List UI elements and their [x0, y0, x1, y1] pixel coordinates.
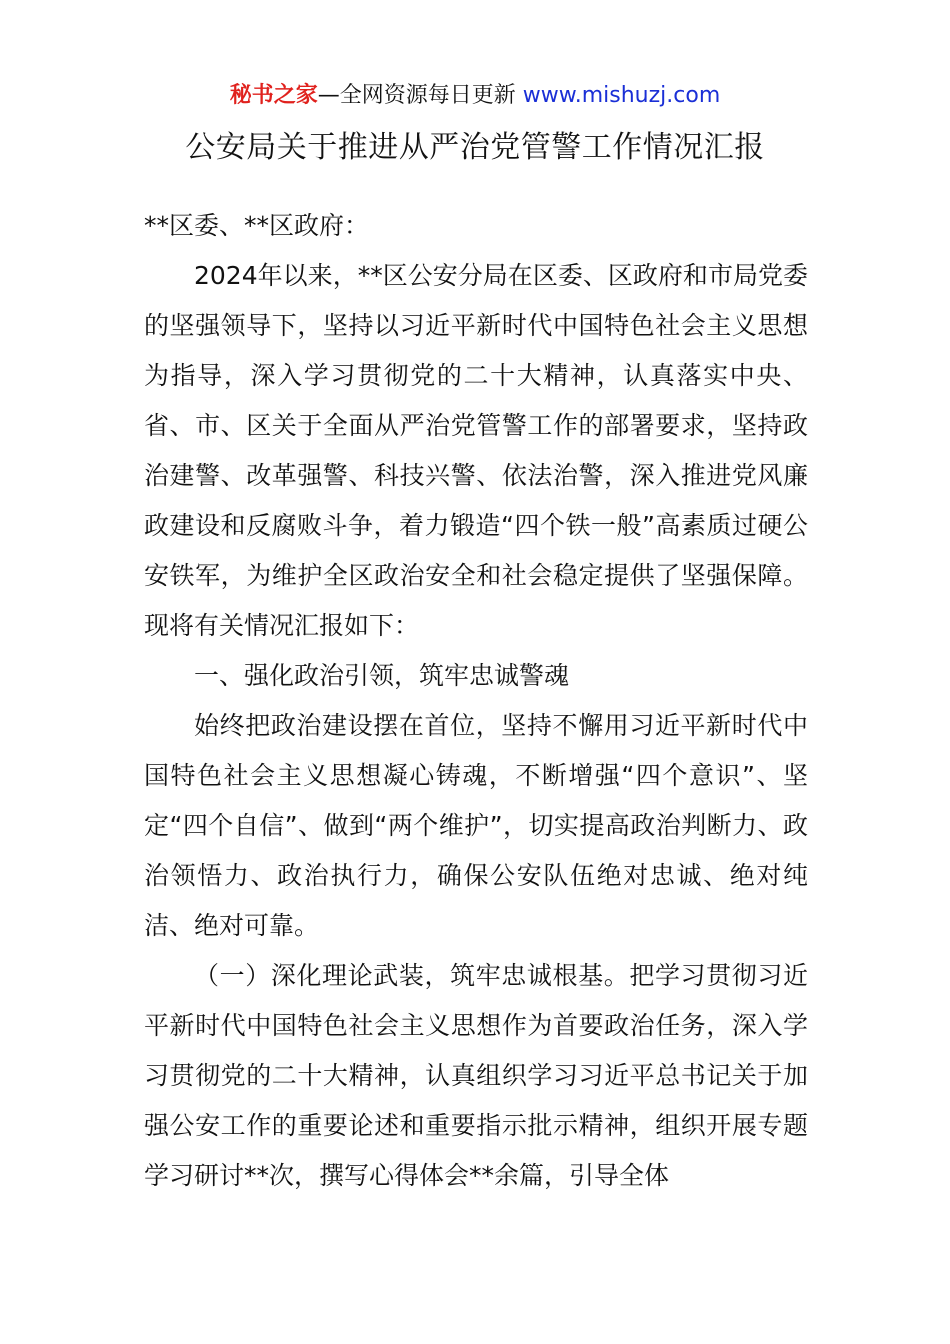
- document-body: [144, 201, 808, 1201]
- document-title: 公安局关于推进从严治党管警工作情况汇报: [185, 130, 765, 165]
- section-heading: 一、强化政治引领，筑牢忠诚警魂: [194, 661, 570, 690]
- intro-paragraph: 2024年以来，**区公安分局在区委、区政府和市局党委的坚强领导下，坚持以习近平新时代中国特色社会主义思想为指导，深入学习贯彻党的二十大精神，认真落实中央、省、市、区关于全面从严治党管警工作的部署要求，坚持政治建警、改革强警、科技兴警、依法治警，深入推进党风廉政建设和反腐败斗争，着力锻造“四个铁一般”高素质过硬公安铁军，为维护全区政治安全和社会稳定提供了坚强保障。现将有关情况汇报如下：: [144, 261, 808, 640]
- site-header: [0, 80, 950, 112]
- section-paragraph: 始终把政治建设摆在首位，坚持不懈用习近平新时代中国特色社会主义思想凝心铸魂，不断增强“四个意识”、坚定“四个自信”、做到“两个维护”，切实提高政治判断力、政治领悟力、政治执行力，确保公安队伍绝对忠诚、绝对纯洁、绝对可靠。: [144, 711, 808, 940]
- subsection-paragraph: （一）深化理论武装，筑牢忠诚根基。把学习贯彻习近平新时代中国特色社会主义思想作为首要政治任务，深入学习贯彻党的二十大精神，认真组织学习习近平总书记关于加强公安工作的重要论述和重要指示批示精神，组织开展专题学习研讨**次，撰写心得体会**余篇，引导全体: [144, 961, 808, 1190]
- header-slogan: —全网资源每日更新: [317, 83, 523, 108]
- site-url-link[interactable]: www.mishuzj.com: [522, 83, 721, 108]
- brand-name: 秘书之家: [229, 83, 318, 108]
- salutation: **区委、**区政府：: [144, 211, 370, 240]
